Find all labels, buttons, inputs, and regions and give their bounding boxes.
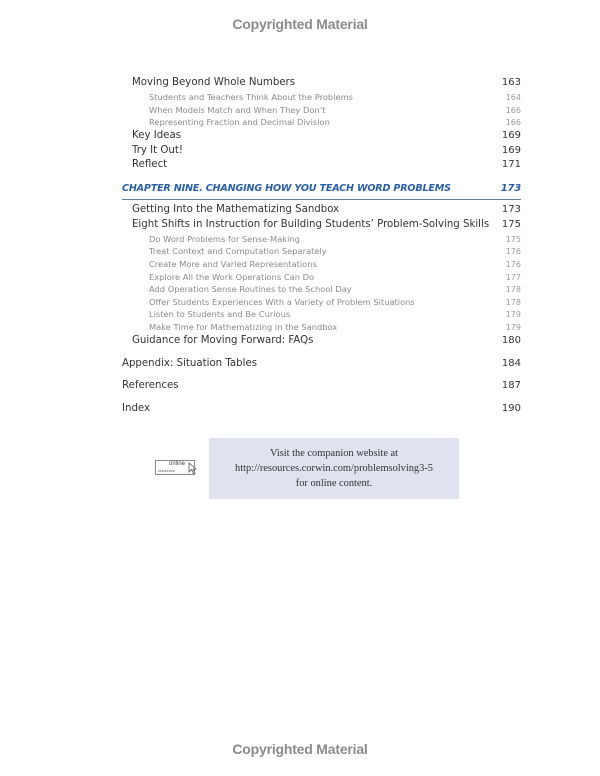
toc-entry-page: 175: [505, 235, 521, 244]
toc-entry-page: 164: [505, 93, 521, 102]
toc-entry-page: 173: [501, 204, 521, 215]
toc-subentry[interactable]: [122, 246, 521, 256]
toc-entry-page: 179: [505, 323, 521, 332]
online-label: online: [168, 461, 185, 467]
toc-entry-title: Listen to Students and Be Curious: [149, 309, 291, 319]
toc-entry[interactable]: [122, 145, 521, 156]
toc-entry-title: Create More and Varied Representations: [149, 259, 317, 269]
toc-entry-title: Add Operation Sense Routines to the School Day: [149, 284, 352, 294]
toc-entry[interactable]: [122, 219, 521, 230]
toc-entry-title: References: [122, 380, 179, 391]
toc-backmatter-references[interactable]: [122, 380, 521, 391]
toc-entry-title: Eight Shifts in Instruction for Building Students’ Problem-Solving Skills: [132, 219, 490, 230]
toc-entry[interactable]: [122, 204, 521, 215]
toc-subentry[interactable]: [122, 234, 521, 244]
toc-entry-title: Guidance for Moving Forward: FAQs: [132, 335, 314, 346]
toc-entry[interactable]: [122, 335, 521, 346]
toc-entry-title: Moving Beyond Whole Numbers: [132, 77, 296, 88]
toc-entry-title: Representing Fraction and Decimal Division: [149, 117, 330, 127]
companion-website-box: [209, 438, 459, 499]
toc-entry-page: 171: [501, 159, 521, 170]
toc-subentry[interactable]: [122, 309, 521, 319]
toc-subentry[interactable]: [122, 105, 521, 115]
chapter-page: 173: [500, 183, 521, 194]
toc-entry-page: 187: [501, 380, 521, 391]
toc-backmatter-index[interactable]: [122, 403, 521, 414]
toc-entry-page: 163: [501, 77, 521, 88]
toc-entry-title: Getting Into the Mathematizing Sandbox: [132, 204, 340, 215]
toc-entry-page: 177: [505, 273, 521, 282]
toc-subentry[interactable]: [122, 92, 521, 102]
toc-entry-page: 179: [505, 310, 521, 319]
toc-entry-page: 178: [505, 285, 521, 294]
toc-entry[interactable]: [122, 159, 521, 170]
companion-line1: Visit the companion website at: [269, 448, 399, 459]
toc-subentry[interactable]: [122, 259, 521, 269]
toc-entry-title: Students and Teachers Think About the Problems: [149, 92, 354, 102]
chapter-heading[interactable]: [122, 183, 521, 200]
toc-subentry[interactable]: [122, 284, 521, 294]
toc-entry-title: Try It Out!: [132, 145, 183, 156]
toc-entry-page: 178: [505, 298, 521, 307]
toc-subentry[interactable]: [122, 297, 521, 307]
toc-entry-title: Offer Students Experiences With a Variety of Problem Situations: [149, 297, 415, 307]
cursor-icon: [188, 462, 197, 475]
toc-subentry[interactable]: [122, 117, 521, 127]
toc-entry-page: 166: [505, 106, 521, 115]
toc-entry-title: Make Time for Mathematizing in the Sandbox: [149, 322, 338, 332]
companion-line3: for online content.: [295, 478, 373, 489]
toc-entry-title: Index: [122, 403, 151, 414]
toc-entry-title: Reflect: [132, 159, 168, 170]
toc-entry-title: Do Word Problems for Sense-Making: [149, 234, 300, 244]
toc-subentry[interactable]: [122, 272, 521, 282]
toc-entry-page: 176: [505, 247, 521, 256]
copyright-watermark-top: Copyrighted Material: [232, 16, 368, 32]
toc-entry-page: 190: [501, 403, 521, 414]
toc-entry-page: 169: [501, 145, 521, 156]
toc-entry-title: When Models Match and When They Don’t: [149, 105, 326, 115]
resources-label: resources: [158, 468, 175, 473]
toc-entry-title: Key Ideas: [132, 130, 181, 141]
toc-entry-page: 180: [501, 335, 521, 346]
online-resources-icon: [155, 460, 195, 475]
companion-url-link[interactable]: http://resources.corwin.com/problemsolving3-5: [235, 463, 433, 474]
toc-entry[interactable]: [122, 130, 521, 141]
toc-subentry[interactable]: [122, 322, 521, 332]
toc-entry-title: Treat Context and Computation Separately: [149, 246, 327, 256]
toc-entry-page: 184: [501, 358, 521, 369]
chapter-title: CHAPTER NINE. CHANGING HOW YOU TEACH WORD PROBLEMS: [122, 183, 451, 194]
toc-entry-title: Appendix: Situation Tables: [122, 358, 258, 369]
copyright-watermark-bottom: Copyrighted Material: [232, 741, 368, 757]
toc-entry-page: 169: [501, 130, 521, 141]
toc-backmatter-appendix[interactable]: [122, 358, 521, 369]
toc-entry-page: 175: [501, 219, 521, 230]
toc-entry[interactable]: [122, 77, 521, 88]
toc-entry-page: 176: [505, 260, 521, 269]
toc-entry-page: 166: [505, 118, 521, 127]
toc-entry-title: Explore All the Work Operations Can Do: [149, 272, 315, 282]
